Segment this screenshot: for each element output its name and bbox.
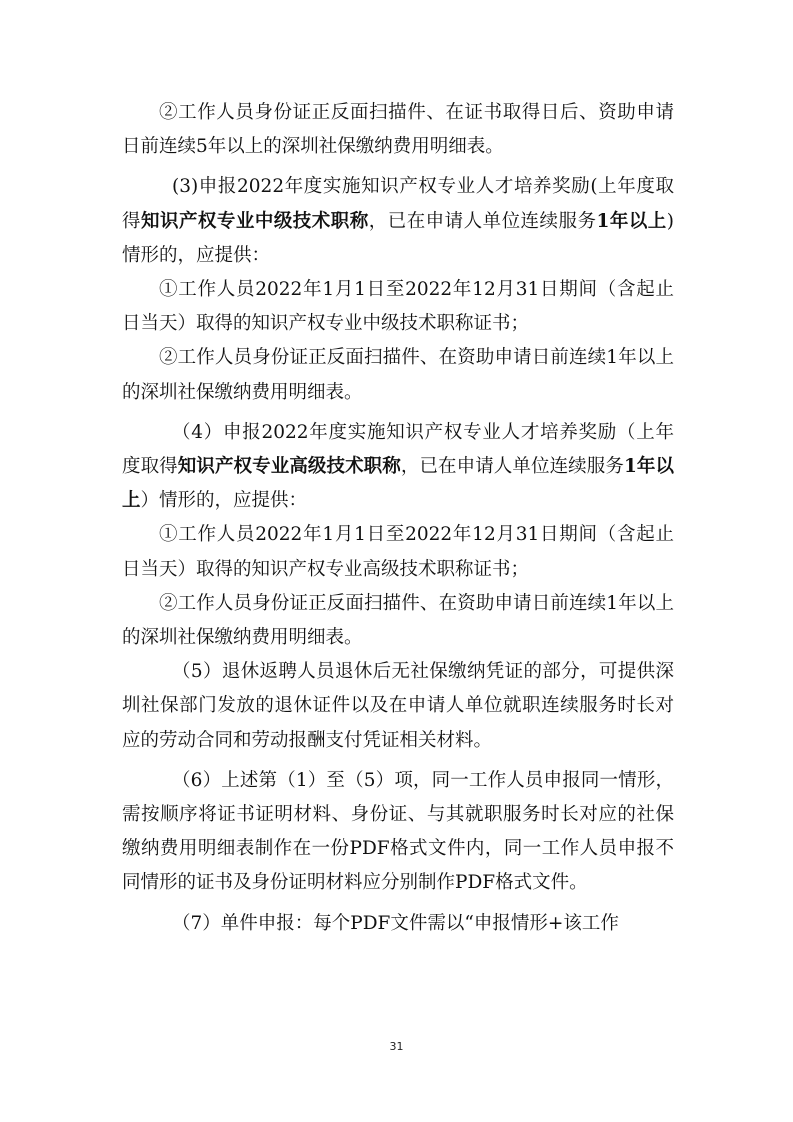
item-4-lead: （4）申报2022年度实施知识产权专业人才培养奖励（上年度取得 [122,421,674,478]
paragraph-senior-cert: ①工作人员2022年1月1日至2022年12月31日期间（含起止日当天）取得的知识产权专业高级技术职称证书； [122,524,674,580]
item-3-tail: )情形的，应提供： [122,210,674,266]
page-number: 31 [389,1040,404,1053]
paragraph-item-6-pdf: （6）上述第（1）至（5）项，同一工作人员申报同一情形，需按顺序将证书证明材料、身份证、与其就职服务时长对应的社保缴纳费用明细表制作在一份PDF格式文件内，同一工作人员申报不同情形的证书及身份证明材料应分别制作PDF格式文件。 [122,769,674,894]
item-3-title-bold: 知识产权专业中级技术职称 [140,210,369,232]
paragraph-mid-cert: ①工作人员2022年1月1日至2022年12月31日期间（含起止日当天）取得的知识产权专业中级技术职称证书； [122,279,674,335]
item-3-duration-bold: 1年以上 [596,210,667,232]
paragraph-item-3 [122,170,674,273]
paragraph-mid-social-security: ②工作人员身份证正反面扫描件、在资助申请日前连续1年以上的深圳社保缴纳费用明细表。 [122,347,674,403]
item-4-duration-bold: 1年以上 [122,456,674,512]
paragraph-item-7-single: （7）单件申报：每个PDF文件需以“申报情形+该工作 [172,912,619,934]
paragraph-id-social-security-5yr: ②工作人员身份证正反面扫描件、在证书取得日后、资助申请日前连续5年以上的深圳社保缴纳费用明细表。 [122,102,674,158]
item-4-title-bold: 知识产权专业高级技术职称 [177,456,401,478]
item-4-tail: ）情形的，应提供： [140,490,308,512]
paragraph-item-5-retiree: （5）退休返聘人员退休后无社保缴纳凭证的部分，可提供深圳社保部门发放的退休证件以及在申请人单位就职连续服务时长对应的劳动合同和劳动报酬支付凭证相关材料。 [122,661,674,751]
item-4-mid: ，已在申请人单位连续服务 [400,456,624,478]
paragraph-senior-social-security: ②工作人员身份证正反面扫描件、在资助申请日前连续1年以上的深圳社保缴纳费用明细表。 [122,592,674,649]
paragraph-item-4 [122,416,674,519]
item-3-mid: ，已在申请人单位连续服务 [368,210,597,232]
document-body [122,96,674,941]
item-3-lead: (3)申报2022年度实施知识产权专业人才培养奖励(上年度取得 [122,176,674,232]
